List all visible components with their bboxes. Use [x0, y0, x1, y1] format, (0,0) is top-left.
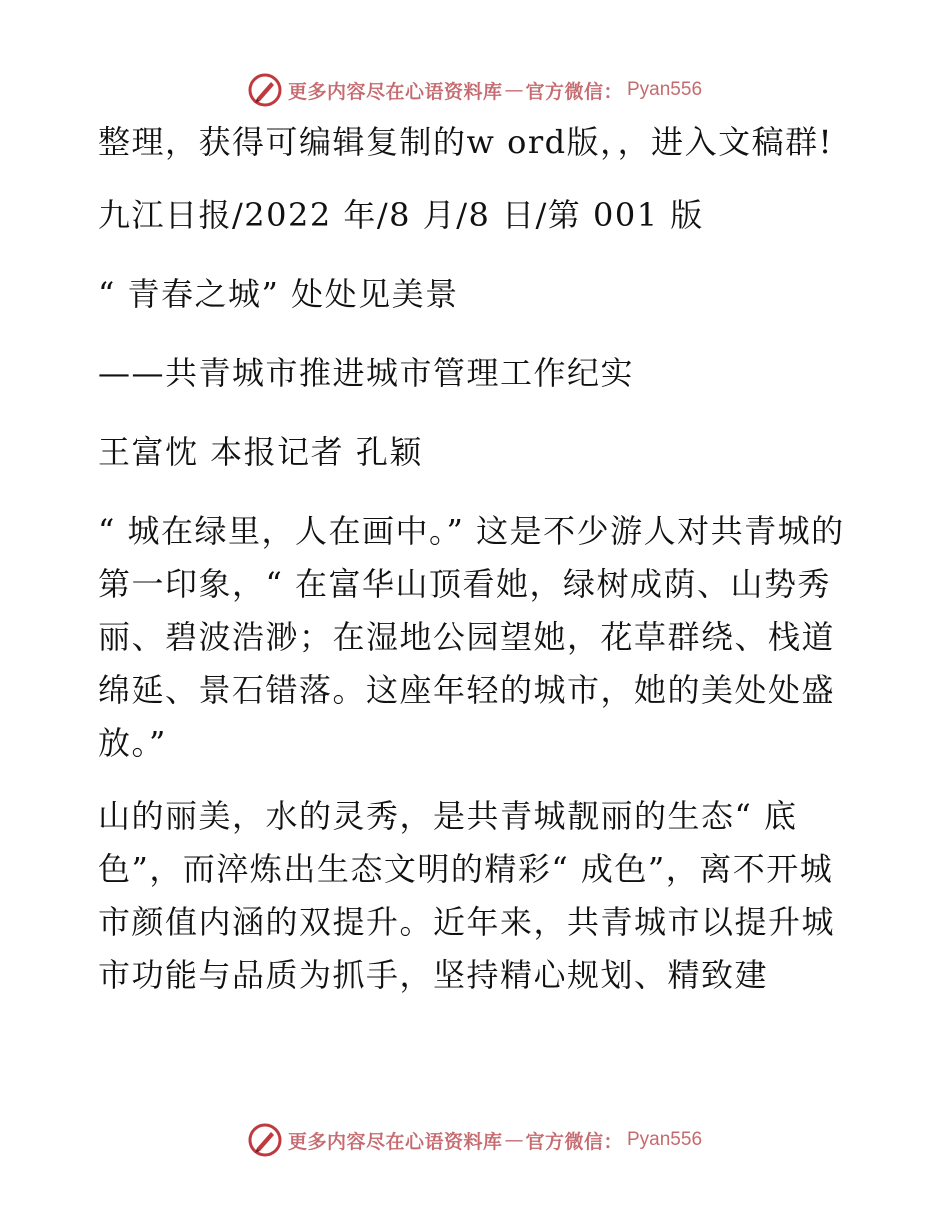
watermark-text: 更多内容尽在心语资料库 [287, 1130, 503, 1153]
intro-text: 整理，获得可编辑复制的w ord版，，进入文稿群! [98, 123, 833, 161]
document-body [98, 116, 858, 1022]
watermark-dash: — [504, 79, 524, 101]
footer-watermark [0, 1120, 950, 1160]
watermark-official-label: 官方微信： [525, 80, 623, 103]
watermark-official-label: 官方微信： [525, 1130, 623, 1153]
headline: “ 青春之城” 处处见美景 [98, 275, 459, 313]
watermark-wechat-id: Pyan556 [627, 79, 703, 100]
byline: 王富忱 本报记者 孔颖 [98, 433, 423, 471]
watermark-wechat-id: Pyan556 [627, 1129, 703, 1150]
pen-seal-icon [248, 73, 282, 107]
pen-seal-icon [248, 1123, 282, 1157]
paragraph-1: “ 城在绿里，人在画中。” 这是不少游人对共青城的第一印象，“ 在富华山顶看她，绿树成荫、山势秀丽、碧波浩渺；在湿地公园望她，花草群绕、栈道绵延、景石错落。这座年轻的城市，她的美处处盛放。” [98, 512, 845, 762]
header-watermark [0, 70, 950, 110]
source-line: 九江日报/2022 年/8 月/8 日/第 001 版 [98, 196, 704, 234]
watermark-dash: — [504, 1129, 524, 1151]
paragraph-2: 山的丽美，水的灵秀，是共青城靓丽的生态“ 底色”，而淬炼出生态文明的精彩“ 成色”，离不开城市颜值内涵的双提升。近年来，共青城市以提升城市功能与品质为抓手，坚持精心规划、精致建 [98, 797, 836, 994]
watermark-text: 更多内容尽在心语资料库 [287, 80, 503, 103]
subheadline: ——共青城市推进城市管理工作纪实 [98, 354, 635, 392]
